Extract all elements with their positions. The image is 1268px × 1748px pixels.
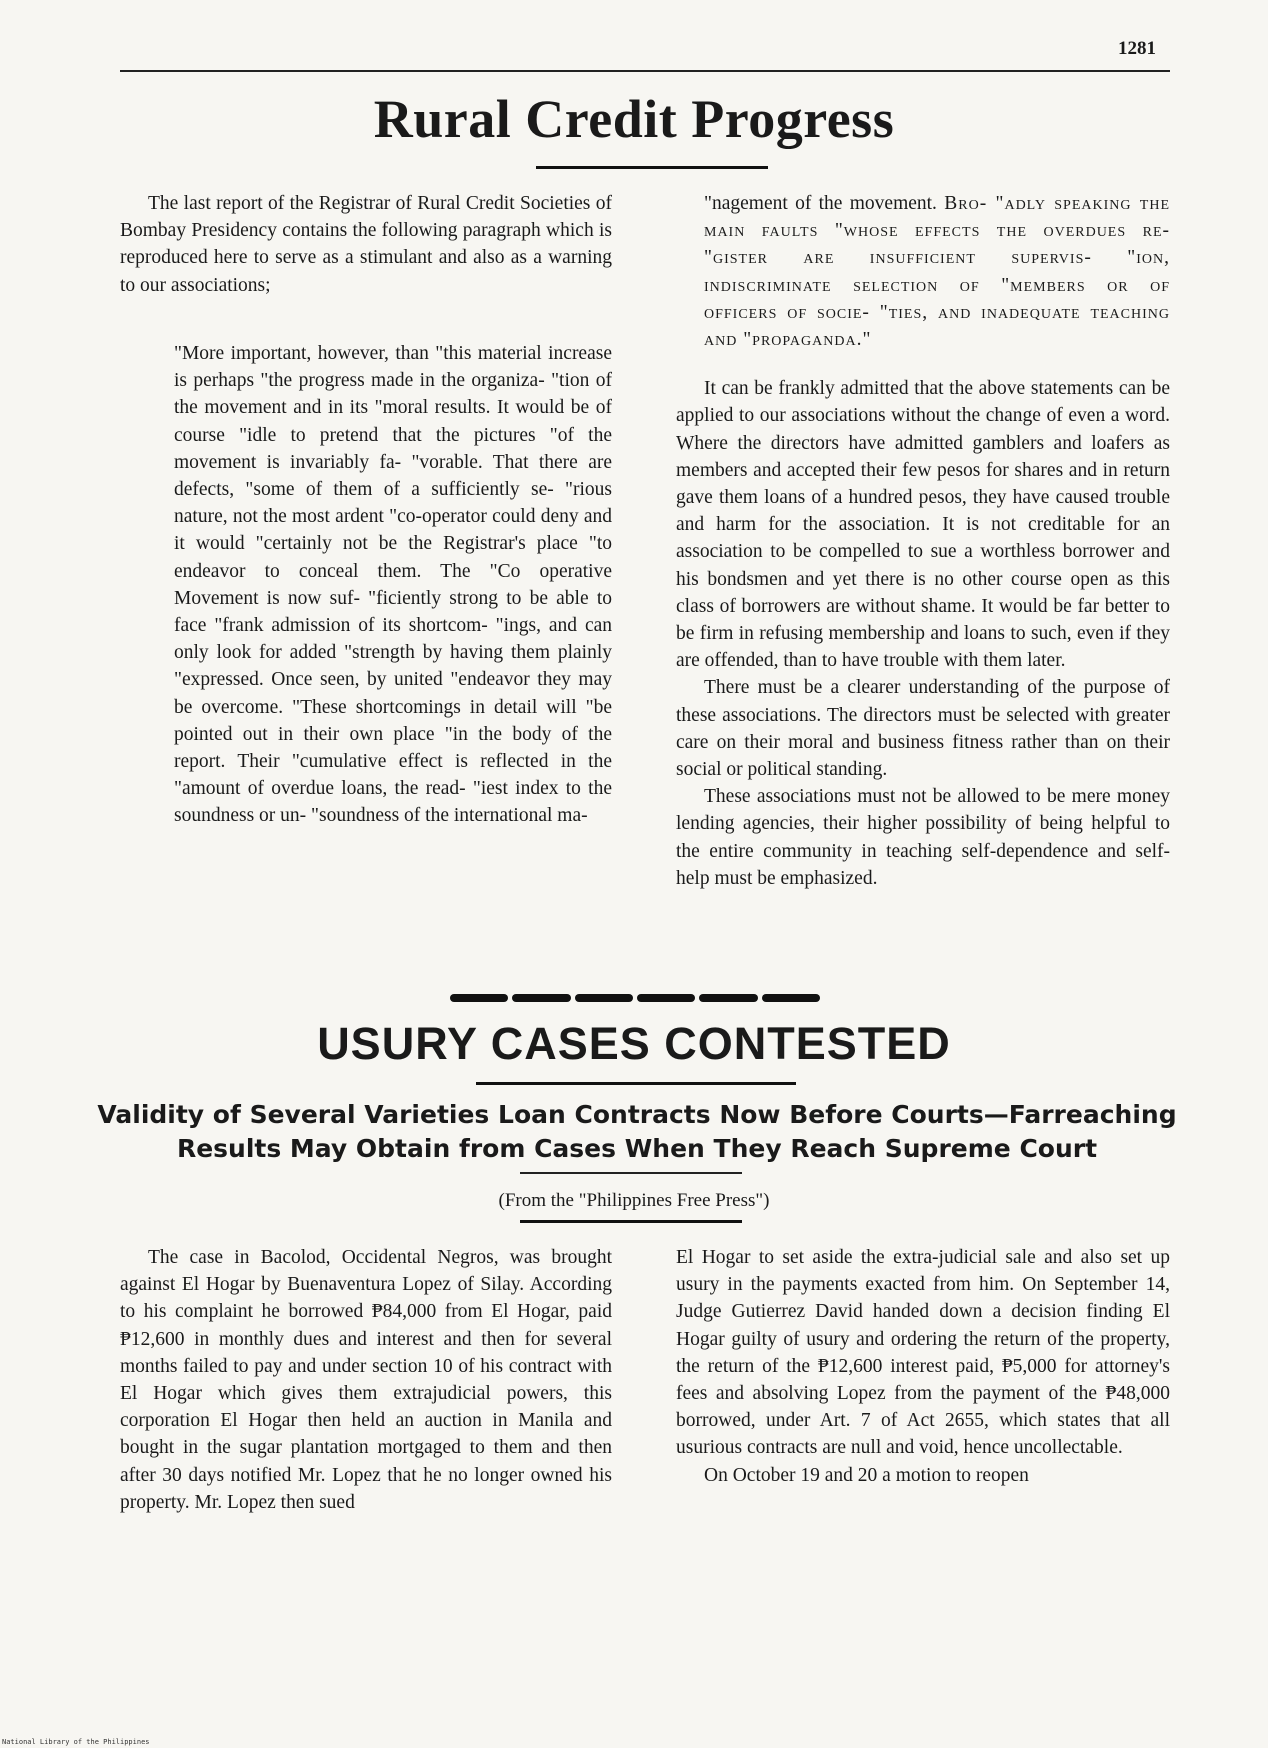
footer-credit: National Library of the Philippines [2,1738,150,1746]
article2-paragraph-left: The case in Bacolod, Occidental Negros, was brought against El Hogar by Buenaventura Lopez of Silay. According to his complaint he borrowed ₱84,000 from El Hogar, paid ₱12,600 in monthly dues and interest and then for several months failed to pay and under section 10 of his contract with El Hogar which gives them extrajudicial powers, this corporation El Hogar then held an auction in Manila and bought in the sugar plantation mortgaged to them and then after 30 days notified Mr. Lopez that he no longer owned his property. Mr. Lopez then sued [120,1247,612,1513]
body-paragraph-1: It can be frankly admitted that the above statements can be applied to our associations without the change of even a word. Where the directors have admitted gamblers and loafers as members and accepted their few pesos for shares and in return gave them loans of a hundred pesos, they have caused trouble and harm for the association. It is not creditable for an association to be compelled to sue a worthless borrower and his bondsmen and yet there is no other course open as this class of borrowers are without shame. It would be far better to be firm in refusing membership and loans to such, even if they are offended, than to have trouble with them later. [676,378,1170,672]
body-paragraph-3: These associations must not be allowed to be mere money lending agencies, their higher possibility of being helpful to the entire community in teaching self-dependence and self-help must be emphasized. [676,786,1170,889]
quote-text: "More important, however, than "this material increase is perhaps "the progress made in the organiza- "tion of the movement and in its "moral results. It would be of course "idle to pretend that the pictures "of the movement is invariably fa- "vorable. That there are defects, "some of them of a sufficiently se- "rious nature, not the most ardent "co-operator could deny and it would "certainly not be the Registrar's place "to endeavor to conceal them. The "Co operative Movement is now suf- "ficiently strong to be able to face "frank admission of its shortcom- "ings, and can only look for added "strength by having them plainly "expressed. Once seen, by united "endeavor they may be overcome. "These shortcomings in detail will "be pointed out in their own place "in the body of the report. Their "cumulative effect is reflected in the "amount of overdue loans, the read- "iest index to the soundness or un- "soundness of the international ma- [174,343,612,827]
subheadline-rule [520,1172,742,1174]
subheadline: Validity of Several Varieties Loan Contracts Now Before Courts—Farreaching Results May Obtain from Cases When They Reach Supreme Court [97,1100,1177,1163]
page-number: 1281 [1118,38,1156,59]
article2-left-column [120,1244,612,1516]
quote-continuation [676,190,1170,353]
article2-right-column [676,1244,1170,1489]
article2-paragraph-right: El Hogar to set aside the extra-judicial sale and also set up usury in the payments exacted from him. On September 14, Judge Gutierrez David handed down a decision finding El Hogar guilty of usury and ordering the return of the property, the return of the ₱12,600 interest paid, ₱5,000 for attorney's fees and absolving Lopez from the payment of the ₱48,000 borrowed, under Art. 7 of Act 2655, which states that all usurious contracts are null and void, hence uncollectable. [676,1247,1170,1459]
section-title: USURY CASES CONTESTED [317,1018,951,1069]
intro-paragraph: The last report of the Registrar of Rural Credit Societies of Bombay Presidency contains the following paragraph which is reproduced here to serve as a stimulant and also as a warning to our associations; [120,193,612,296]
section-rule [476,1082,796,1085]
article-title: Rural Credit Progress [373,89,895,149]
top-rule [120,70,1170,72]
body-paragraph-2: There must be a clearer understanding of the purpose of these associations. The directors must be selected with greater care on their moral and business fitness rather than on their social or political standing. [676,677,1170,781]
title-rule [536,166,768,169]
article1-right-column [676,190,1170,892]
source-line: (From the "Philippines Free Press") [498,1190,770,1211]
ornament-divider [450,992,820,1004]
quote-continuation-caps: Bro- "adly speaking the main faults "whose effects the overdues re- "gister are insufficient supervis- "ion, indiscriminate selection of "members or of officers of socie- "ties, and inadequate teaching and "propaganda." [704,193,1170,351]
article1-left-column [120,190,612,299]
article2-paragraph-right-2: On October 19 and 20 a motion to reopen [704,1464,1029,1486]
quote-continuation-text: "nagement of the movement. [704,193,945,214]
quote-block [174,340,612,830]
source-rule [520,1220,742,1223]
